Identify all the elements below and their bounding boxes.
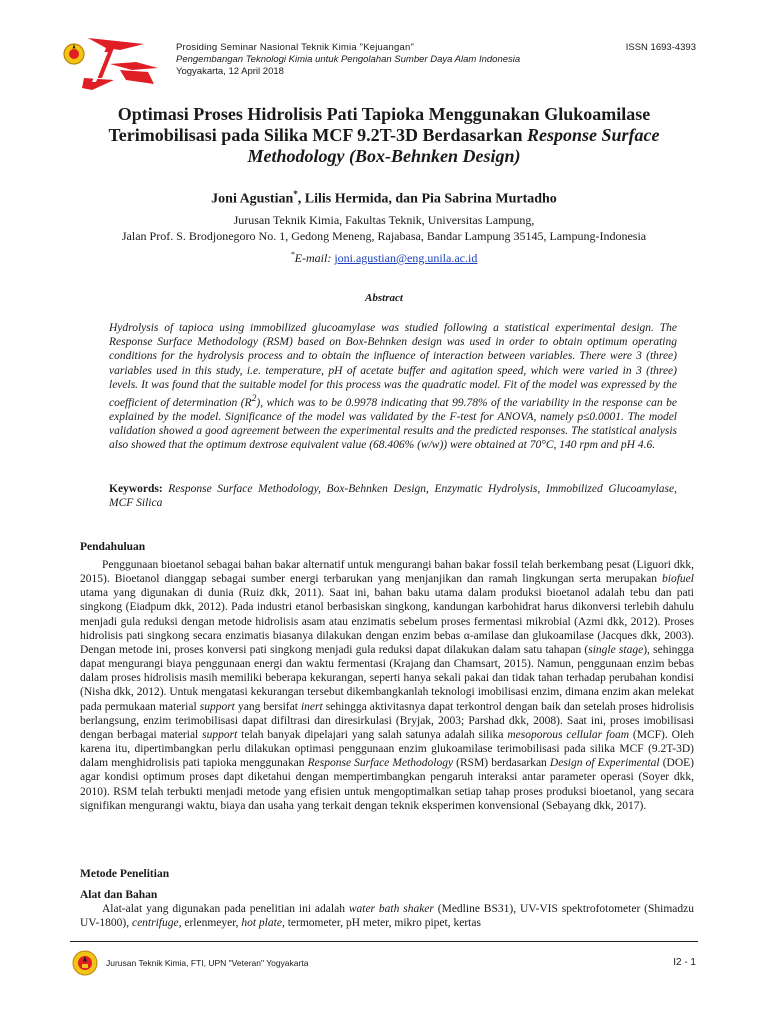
intro-italic: biofuel: [662, 573, 694, 586]
email-mark: *: [290, 250, 295, 259]
materials-italic: centrifuge: [131, 917, 179, 930]
intro-text: (MCF). Oleh karena itu, dipertimbangkan perlu dilakukan optimasi penggunaan enzim glukoamilase terimobilisasi pada silika MCF (9.2T-3D) dalam menghidrolisis pati tapioka menggunakan: [80, 728, 695, 770]
paper-title: [90, 104, 678, 167]
conference-date: Yogyakarta, 12 April 2018: [176, 66, 284, 77]
affiliation-line-2: Jalan Prof. S. Brodjonegoro No. 1, Gedong Meneng, Rajabasa, Bandar Lampung 35145, Lampung-Indonesia: [121, 229, 647, 243]
materials-paragraph: [80, 902, 694, 930]
author-1: Joni Agustian: [211, 191, 294, 207]
email-line: [60, 250, 708, 266]
materials-text: , termometer, pH meter, mikro pipet, kertas: [281, 917, 481, 930]
email-link[interactable]: joni.agustian@eng.unila.ac.id: [334, 251, 478, 265]
corresponding-mark: *: [293, 189, 298, 199]
title-line-3-italic: Methodology (Box-Behnken Design): [247, 146, 521, 166]
intro-italic: Response Surface Methodology: [307, 757, 454, 770]
intro-italic: Design of Experimental: [549, 757, 660, 770]
footer-institution: [106, 958, 308, 968]
materials-italic: hot plate: [241, 917, 282, 930]
keywords-text: Response Surface Methodology, Box-Behnken Design, Enzymatic Hydrolysis, Immobilized Glucoamylase, MCF Silica: [109, 483, 677, 510]
intro-text: ), sehingga dapat mengurangi biaya penggunaan energi dan waktu fermentasi (Krajang dan Chamsart, 2015). Namun, penggunaan enzim bebas dalam proses hidrolisis masih memiliki beberapa kekurangan, seperti hanya sekali pakai dan tidak tahan terhadap perubahan kondisi (Nisha dkk, 2012). Untuk mengatasi kekurangan tersebut dikembangkanlah teknologi imobilisasi enzim, dimana enzim akan melekat pada permukaan material: [80, 643, 694, 713]
other-authors: , Lilis Hermida, dan Pia Sabrina Murtadho: [297, 191, 557, 207]
abstract-heading: Abstract: [365, 292, 403, 304]
email-label: E-mail:: [294, 251, 335, 265]
subsection-heading-materials: Alat dan Bahan: [80, 889, 158, 901]
title-line-2: [90, 125, 678, 146]
section-heading-introduction: Pendahuluan: [80, 541, 146, 553]
abstract-superscript: 2: [251, 393, 257, 405]
abstract-text-2: ), which was to be 0.9978 indicating that 99.78% of the variability in the response can be explained by the model. Significance of the model was validated by the F-test for ANOVA, namely p≤0.0001. The model validation showed a good agreement between the experimental results and the predicted responses. The statistical analysis also showed that the optimum dextrose equivalent value (68.406% (w/w)) were obtained at 70°C, 140 rpm and pH 4.6.: [109, 396, 677, 452]
materials-text: , erlenmeyer,: [178, 917, 242, 930]
section-heading-methods: Metode Penelitian: [80, 868, 170, 880]
intro-italic: single stage: [588, 643, 644, 656]
abstract-text-1: Hydrolysis of tapioca using immobilized glucoamylase was studied following a statistical experimental design. The Response Surface Methodology (RSM) based on Box-Behnken design was used in order to obtain optimum operating conditions for the hydrolysis process and to obtain the influence of interaction between variables. There were 3 (three) variables used in this study, i.e. temperature, pH of acetate buffer and agitation speed, which were varied in 3 (three) levels. It was found that the suitable model for this process was the quadratic model. Fit of the model was expressed by the coefficient of determination (R: [109, 322, 677, 409]
intro-italic: support: [202, 728, 238, 741]
conference-theme: Pengembangan Teknologi Kimia untuk Pengolahan Sumber Daya Alam Indonesia: [176, 54, 521, 65]
intro-text: telah banyak dipelajari yang salah satunya adalah silika: [237, 728, 508, 741]
title-line-2-text: Terimobilisasi pada Silika MCF 9.2T-3D Berdasarkan: [108, 125, 528, 145]
materials-italic: water bath shaker: [348, 903, 434, 915]
intro-text: yang bersifat: [234, 700, 301, 713]
intro-italic: inert: [300, 700, 323, 713]
author-list: [90, 189, 678, 208]
issn-label: ISSN 1693-4393: [625, 42, 696, 53]
intro-text: utama yang digunakan di dunia (Ruiz dkk, 2011). Saat ini, bahan baku utama dalam produksi bioetanol adalah tebu dan pati singkong (Eiadpum dkk, 2012). Pada industri etanol berbasiskan singkong, kandungan karbohidrat harus dikonversi terlebih dahulu menjadi gula reduksi dengan metode hidrolisis asam atau enzimatis sebelum proses fermentasi mikrobial (Azmi dkk, 2012). Proses hidrolisis pati singkong secara enzimatis biasanya dilakukan dengan enzim bebas α-amilase dan glukoamilase (Jacques dkk, 2003). Dengan metode ini, proses konversi pati singkong menjadi gula reduksi dapat dilakukan dalam satu tahapan (: [80, 587, 694, 656]
materials-text: Alat-alat yang digunakan pada penelitian ini adalah: [102, 903, 349, 915]
footer-text-a: Jurusan: [106, 958, 139, 968]
footer-divider: [70, 941, 698, 942]
keywords: [109, 482, 677, 510]
seminar-logo-icon: [62, 34, 160, 92]
intro-text: (RSM) berdasarkan: [453, 757, 550, 770]
introduction-paragraph: [80, 558, 694, 813]
abstract-body: [109, 321, 677, 453]
title-line-2-italic: Response Surface: [527, 125, 660, 145]
keywords-label: Keywords:: [109, 483, 163, 495]
intro-text: (DOE) agar kondisi optimum proses dapt diketahui dengan mempertimbangkan pengaruh interaksi antar parameter operasi (Soyer dkk, 2010). RSM telah terbukti menjadi metode yang efisien untuk mengoptimalkan setiap tahap proses produksi bioetanol, yang secara signifikan mengurangi waktu, biaya dan usaha yang terkait dengan teknik eksperimen konvensional (Sebayang dkk, 2017).: [80, 757, 695, 812]
materials-text: (Medline BS31), UV-VIS spektrofotometer (Shimadzu UV-1800),: [80, 903, 694, 930]
intro-text: Penggunaan bioetanol sebagai bahan bakar alternatif untuk mengurangi bahan bakar fossil telah berkembang pesat (Liguori dkk, 2015). Bioetanol dianggap sebagai sumber energi terbarukan yang menjanjikan dan ramah lingkungan serta merupakan: [80, 559, 694, 586]
page-number: I2 - 1: [673, 957, 696, 968]
title-line-1: Optimasi Proses Hidrolisis Pati Tapioka Menggunakan Glukoamilase: [117, 104, 651, 124]
footer-text-b: Teknik Kimia, FTI, UPN "Veteran" Yogyakarta: [138, 958, 309, 968]
intro-italic: mesoporous cellular foam: [507, 728, 630, 741]
page-header: [62, 32, 712, 94]
intro-italic: support: [199, 700, 235, 713]
title-line-3: [90, 146, 678, 167]
affiliation-line-1: Jurusan Teknik Kimia, Fakultas Teknik, Universitas Lampung,: [233, 213, 535, 227]
upn-emblem-icon: [72, 950, 98, 976]
conference-name: Prosiding Seminar Nasional Teknik Kimia "Kejuangan": [176, 42, 415, 53]
intro-text: sehingga aktivitasnya dapat terkontrol dengan baik dan setelah proses hidrolisis berlangsung, enzim terimobilisasi dapat difiltrasi dan diresirkulasi (Bryjak, 2003; Parshad dkk, 2008). Saat ini, proses imobilisasi dengan berbagai material: [80, 700, 695, 741]
header-text: [176, 42, 520, 78]
